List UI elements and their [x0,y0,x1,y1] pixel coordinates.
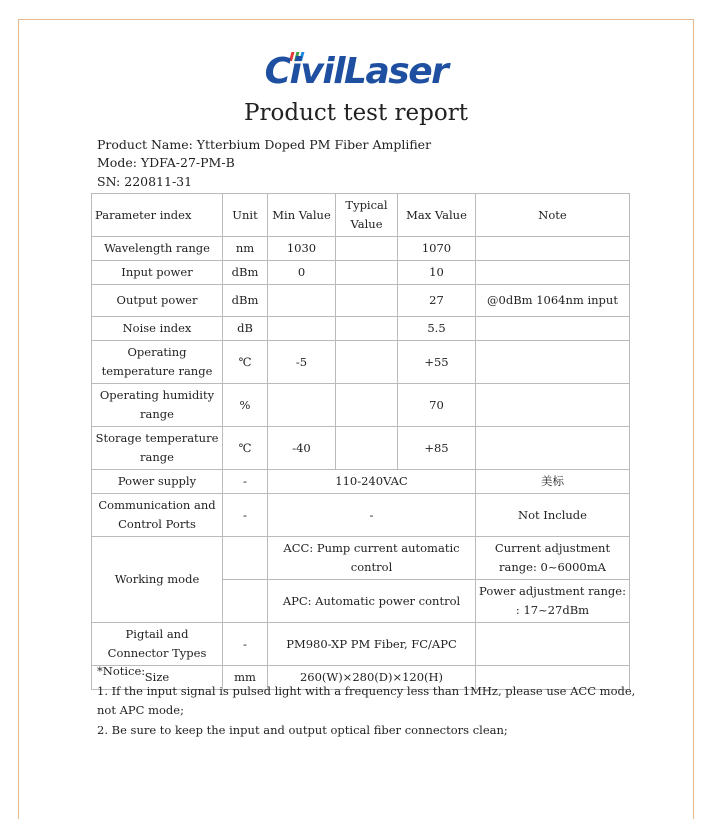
apc-note-cell: Power adjustment range: : 17~27dBm [476,580,630,623]
min-cell [268,384,336,427]
note-cell [476,623,630,666]
table-row [92,237,630,261]
note-cell: 美标 [476,470,630,494]
header-typical: Typical Value [336,194,398,237]
unit-cell: % [223,384,268,427]
table-row [92,537,630,580]
unit-cell: ℃ [223,341,268,384]
serial-number: SN: 220811-31 [97,174,193,189]
acc-note-cell: Current adjustment range: 0~6000mA [476,537,630,580]
page-title: Product test report [244,100,468,126]
param-cell: Power supply [92,470,223,494]
param-cell: Output power [92,285,223,317]
max-cell: +55 [398,341,476,384]
header-parameter: Parameter index [92,194,223,237]
logo-graphic [251,50,461,90]
max-cell: 27 [398,285,476,317]
param-cell: Storage temperature range [92,427,223,470]
value-cell: - [268,494,476,537]
header-min: Min Value [268,194,336,237]
min-cell: -40 [268,427,336,470]
param-cell: Input power [92,261,223,285]
logo-text: CivilLaser [264,51,448,90]
table-row [92,317,630,341]
param-cell: Operating humidity range [92,384,223,427]
table-row [92,261,630,285]
table-header-row [92,194,630,237]
min-cell: 1030 [268,237,336,261]
table-row [92,384,630,427]
typical-cell [336,261,398,285]
note-cell [476,261,630,285]
note-cell: @0dBm 1064nm input [476,285,630,317]
max-cell: 5.5 [398,317,476,341]
value-cell: PM980-XP PM Fiber, FC/APC [268,623,476,666]
table-row [92,427,630,470]
unit-cell: dBm [223,285,268,317]
max-cell: 70 [398,384,476,427]
param-cell: Communication and Control Ports [92,494,223,537]
notice-section [97,662,657,740]
table-row [92,285,630,317]
min-cell [268,285,336,317]
min-cell [268,317,336,341]
unit-cell [223,537,268,580]
value-cell: 260(W)×280(D)×120(H) [268,666,476,690]
unit-cell: dB [223,317,268,341]
param-cell: Operating temperature range [92,341,223,384]
typical-cell [336,317,398,341]
typical-cell [336,237,398,261]
unit-cell: dBm [223,261,268,285]
civillaser-logo [19,50,693,99]
unit-cell: ℃ [223,427,268,470]
notice-line: 2. Be sure to keep the input and output optical fiber connectors clean; [97,722,508,737]
product-mode: Mode: YDFA-27-PM-B [97,155,235,170]
max-cell: 1070 [398,237,476,261]
note-cell [476,341,630,384]
typical-cell [336,427,398,470]
min-cell: -5 [268,341,336,384]
table-row [92,470,630,494]
report-page [18,19,694,819]
acc-mode-cell: ACC: Pump current automatic control [268,537,476,580]
apc-mode-cell: APC: Automatic power control [268,580,476,623]
header-note: Note [476,194,630,237]
table-row [92,623,630,666]
param-cell: Working mode [92,537,223,623]
note-cell [476,237,630,261]
note-cell: Not Include [476,494,630,537]
max-cell: 10 [398,261,476,285]
spec-table [91,193,630,690]
unit-cell: nm [223,237,268,261]
note-cell [476,427,630,470]
param-cell: Pigtail and Connector Types [92,623,223,666]
notice-heading: *Notice: [97,664,146,678]
unit-cell: - [223,470,268,494]
table-row [92,341,630,384]
header-max: Max Value [398,194,476,237]
value-cell: 110-240VAC [268,470,476,494]
unit-cell: mm [223,666,268,690]
typical-cell [336,341,398,384]
param-cell: Noise index [92,317,223,341]
table-row [92,494,630,537]
unit-cell [223,580,268,623]
note-cell [476,384,630,427]
unit-cell: - [223,623,268,666]
typical-cell [336,384,398,427]
max-cell: +85 [398,427,476,470]
header-unit: Unit [223,194,268,237]
product-name: Product Name: Ytterbium Doped PM Fiber Amplifier [97,137,432,152]
param-cell: Wavelength range [92,237,223,261]
min-cell: 0 [268,261,336,285]
param-cell: Size [92,666,223,690]
note-cell [476,317,630,341]
unit-cell: - [223,494,268,537]
typical-cell [336,285,398,317]
notice-line: 1. If the input signal is pulsed light with a frequency less than 1MHz, please use ACC mode, not APC mode; [97,683,636,717]
